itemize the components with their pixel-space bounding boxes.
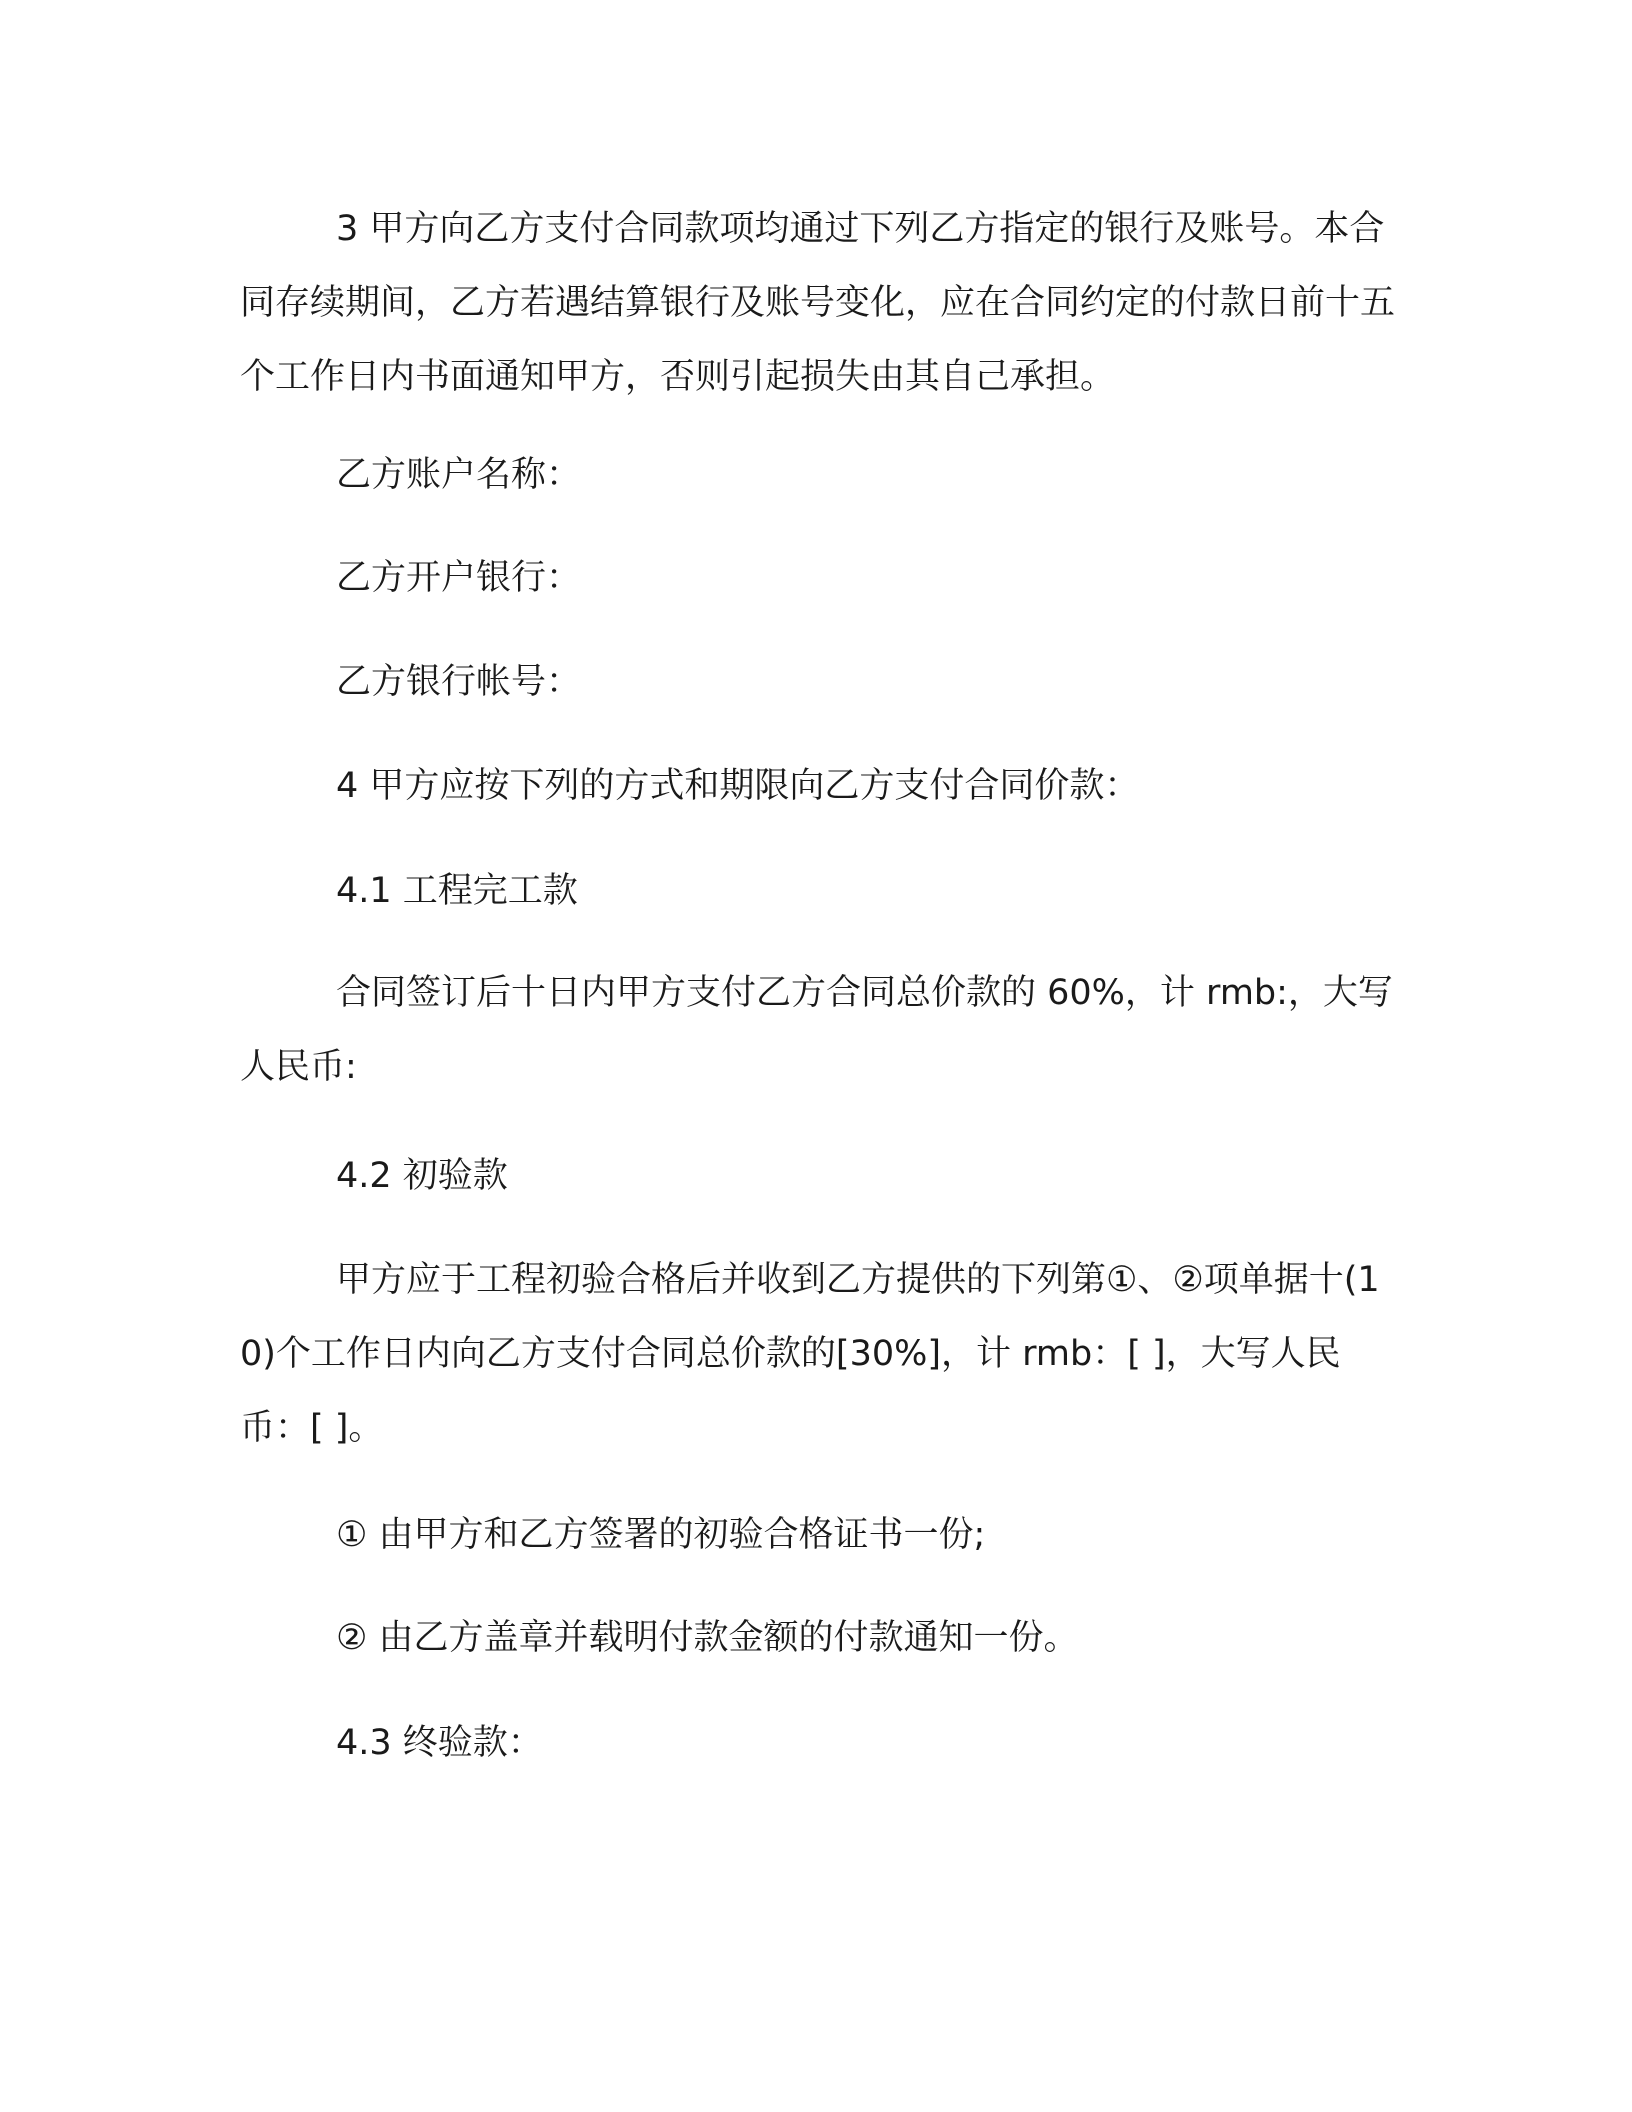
paragraph-bank-account-number: 乙方银行帐号： <box>336 662 582 702</box>
list-item-acceptance-certificate: ① 由甲方和乙方签署的初验合格证书一份; <box>336 1515 986 1555</box>
paragraph-completion-payment-detail: 合同签订后十日内甲方支付乙方合同总价款的 60%，计 rmb:，大写人民币: <box>240 973 1393 1087</box>
paragraph-payment-account-clause: 3 甲方向乙方支付合同款项均通过下列乙方指定的银行及账号。本合同存续期间，乙方若遇结算银行及账号变化，应在合同约定的付款日前十五个工作日内书面通知甲方，否则引起损失由其自己承担。 <box>240 209 1396 397</box>
heading-final-acceptance-payment: 4.3 终验款： <box>336 1723 543 1763</box>
list-item-payment-notice: ② 由乙方盖章并载明付款金额的付款通知一份。 <box>336 1618 1079 1658</box>
paragraph-payment-method-heading: 4 甲方应按下列的方式和期限向乙方支付合同价款： <box>336 766 1140 806</box>
paragraph-account-name: 乙方账户名称： <box>336 455 582 495</box>
paragraph-initial-acceptance-detail: 甲方应于工程初验合格后并收到乙方提供的下列第①、②项单据十(10)个工作日内向乙方支付合同总价款的[30%]，计 rmb：[ ]，大写人民币：[ ]。 <box>240 1260 1380 1448</box>
heading-initial-acceptance-payment: 4.2 初验款 <box>336 1156 508 1196</box>
heading-completion-payment: 4.1 工程完工款 <box>336 871 578 911</box>
paragraph-bank-name: 乙方开户银行： <box>336 558 582 598</box>
